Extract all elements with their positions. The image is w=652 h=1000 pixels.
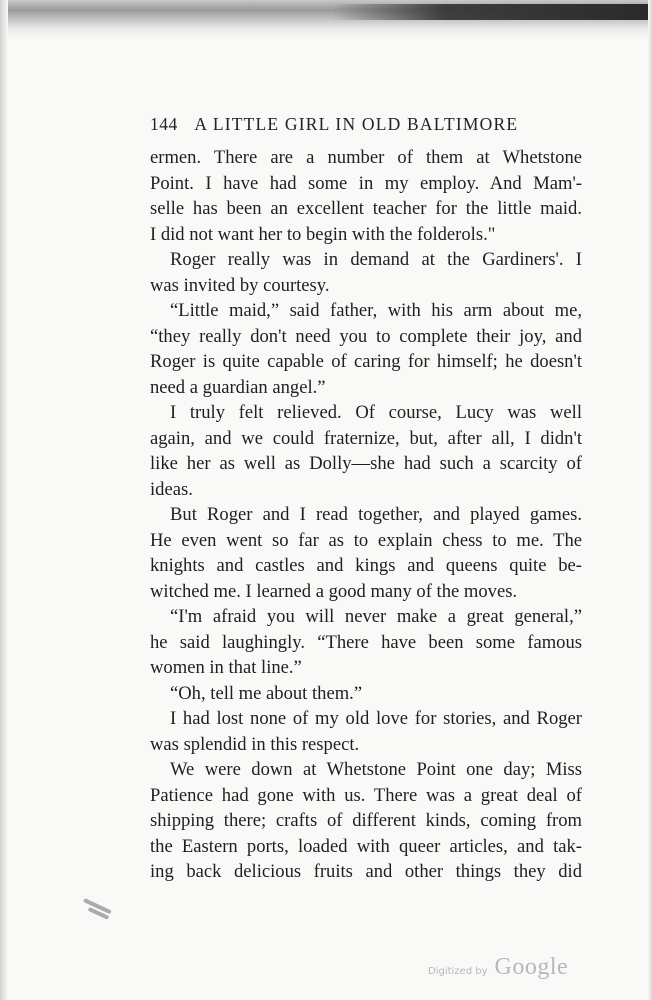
scan-binding-shadow xyxy=(332,4,652,20)
text-line: like her as well as Dolly—she had such a scarcity of xyxy=(150,453,582,474)
running-head xyxy=(150,114,582,135)
text-line: Roger really was in demand at the Gardiners'. I xyxy=(170,249,582,270)
text-line: ing back delicious fruits and other things they did xyxy=(150,861,582,882)
text-line: We were down at Whetstone Point one day; Miss xyxy=(170,759,582,780)
text-line: ideas. xyxy=(150,478,193,500)
google-logo: Google xyxy=(494,954,569,980)
text-line: knights and castles and kings and queens quite be- xyxy=(150,555,582,576)
text-line: was invited by courtesy. xyxy=(150,274,330,296)
watermark-prefix: Digitized by xyxy=(428,966,488,977)
text-line: witched me. I learned a good many of the moves. xyxy=(150,580,518,602)
text-line: was splendid in this respect. xyxy=(150,733,360,755)
text-line: ermen. There are a number of them at Whetstone xyxy=(150,147,582,168)
text-line: “I'm afraid you will never make a great general,” xyxy=(170,606,582,627)
running-title: A LITTLE GIRL IN OLD BALTIMORE xyxy=(194,114,519,134)
text-line: He even went so far as to explain chess to me. The xyxy=(150,529,582,551)
text-line: I truly felt relieved. Of course, Lucy was well xyxy=(170,402,582,423)
text-line: Roger is quite capable of caring for himself; he doesn't xyxy=(150,351,582,372)
text-line: women in that line.” xyxy=(150,657,302,678)
text-line: the Eastern ports, loaded with queer articles, and tak- xyxy=(150,835,582,857)
text-line: “they really don't need you to complete their joy, and xyxy=(150,325,582,347)
text-line: I did not want her to begin with the folderols." xyxy=(150,223,496,245)
text-line: Patience had gone with us. There was a great deal of xyxy=(150,784,582,806)
digitized-by-google-watermark xyxy=(428,954,568,981)
scan-right-shadow xyxy=(648,0,652,1000)
text-line: need a guardian angel.” xyxy=(150,376,326,398)
scan-smudge-mark xyxy=(79,898,118,926)
scan-left-shadow xyxy=(0,0,8,1000)
text-line: “Little maid,” said father, with his arm about me, xyxy=(170,300,582,321)
page-number: 144 xyxy=(150,114,178,134)
text-line: “Oh, tell me about them.” xyxy=(170,682,363,704)
text-line: again, and we could fraternize, but, after all, I didn't xyxy=(150,427,582,449)
body-text xyxy=(150,145,582,885)
text-line: selle has been an excellent teacher for the little maid. xyxy=(150,198,582,219)
text-line: But Roger and I read together, and played games. xyxy=(170,504,582,525)
text-line: Point. I have had some in my employ. And Mam'- xyxy=(150,172,582,194)
text-line: shipping there; crafts of different kinds, coming from xyxy=(150,810,582,831)
text-line: he said laughingly. “There have been some famous xyxy=(150,631,582,653)
text-line: I had lost none of my old love for stories, and Roger xyxy=(170,708,582,729)
